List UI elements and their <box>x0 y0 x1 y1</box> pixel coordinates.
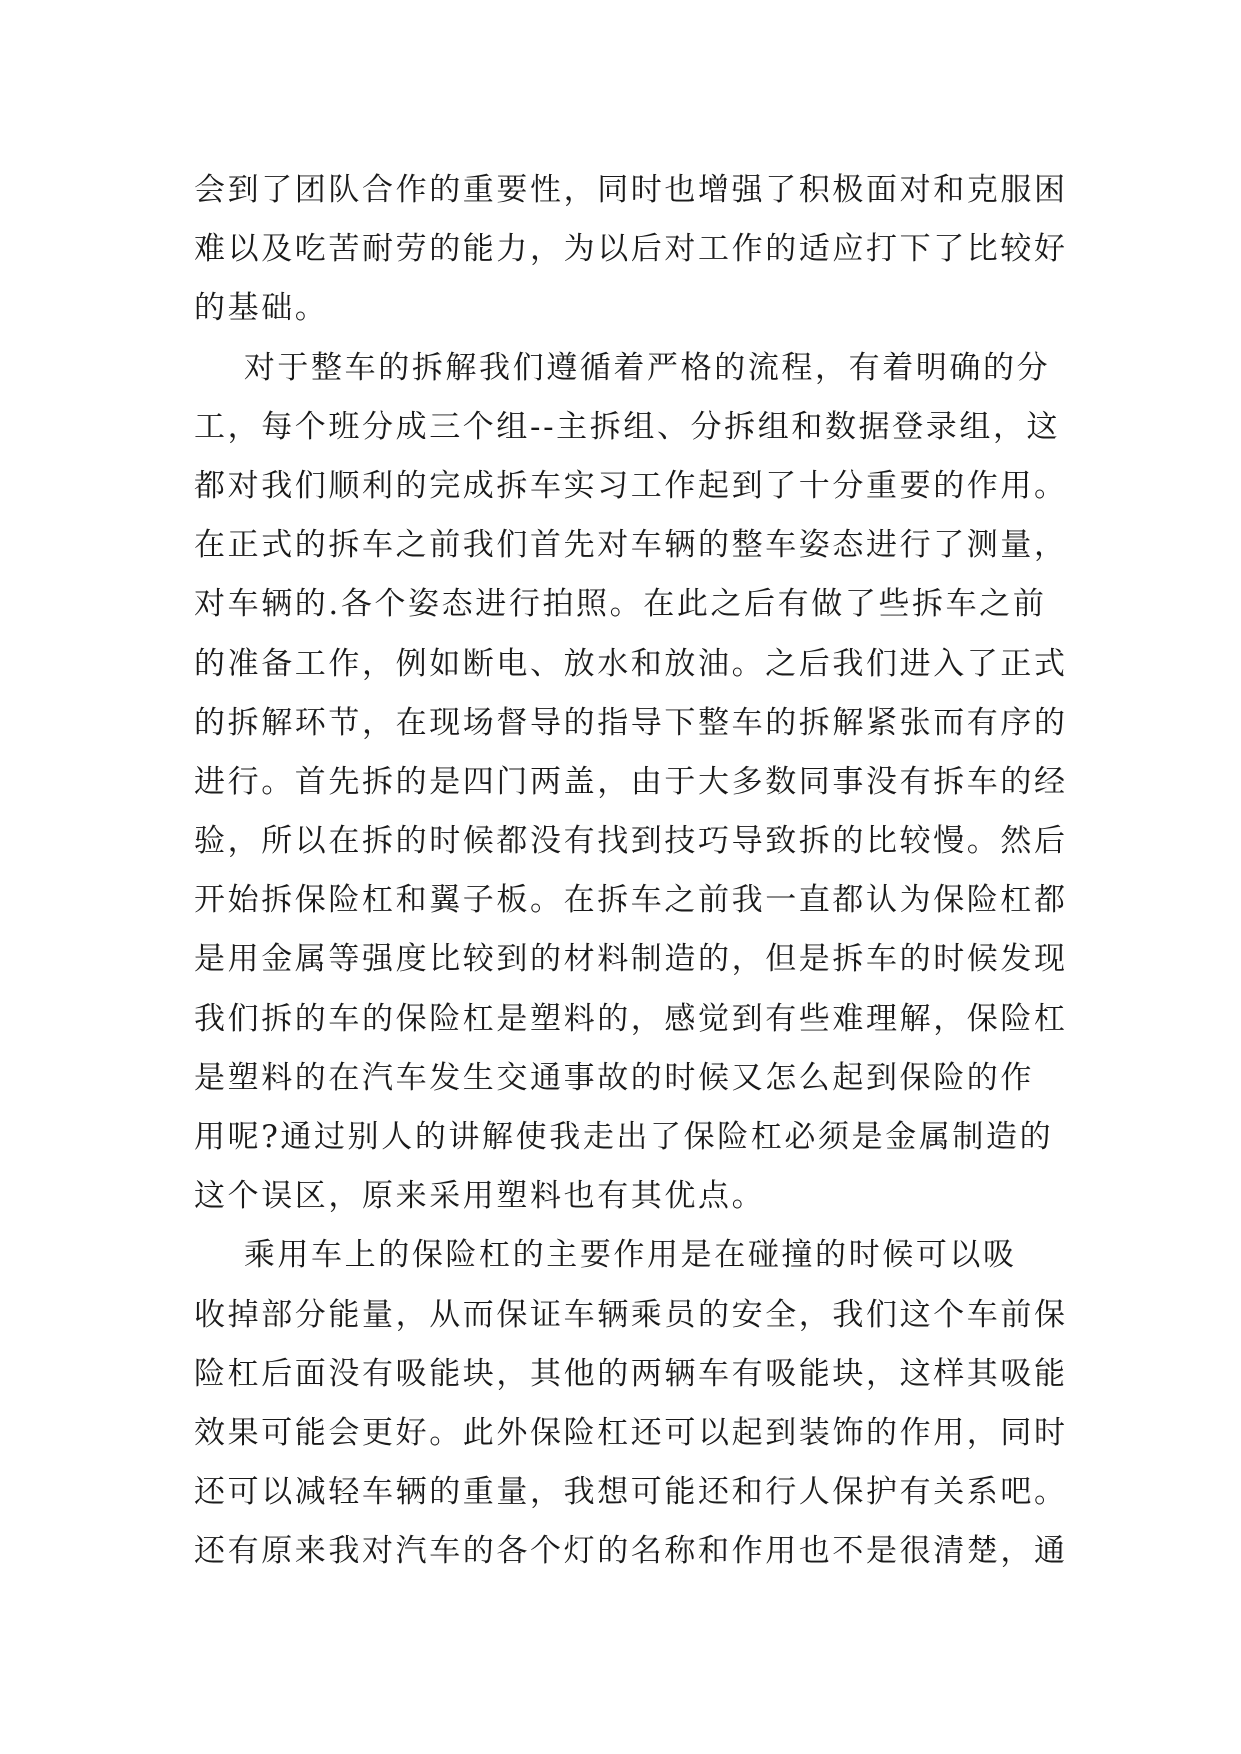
text-line: 这个误区，原来采用塑料也有其优点。 <box>194 1178 766 1215</box>
text-line: 的准备工作，例如断电、放水和放油。之后我们进入了正式 <box>194 645 1068 682</box>
text-line: 难以及吃苦耐劳的能力，为以后对工作的适应打下了比较好 <box>194 231 1068 268</box>
text-line: 的拆解环节，在现场督导的指导下整车的拆解紧张而有序的 <box>194 704 1068 741</box>
text-line: 的基础。 <box>194 290 329 327</box>
text-line: 开始拆保险杠和翼子板。在拆车之前我一直都认为保险杠都 <box>194 882 1068 919</box>
text-line: 进行。首先拆的是四门两盖，由于大多数同事没有拆车的经 <box>194 763 1068 800</box>
text-line: 险杠后面没有吸能块，其他的两辆车有吸能块，这样其吸能 <box>194 1355 1068 1392</box>
text-line: 在正式的拆车之前我们首先对车辆的整车姿态进行了测量， <box>194 527 1068 564</box>
body-text <box>194 161 1068 1582</box>
text-line: 工，每个班分成三个组--主拆组、分拆组和数据登录组，这 <box>194 408 1061 445</box>
text-line: 验，所以在拆的时候都没有找到技巧导致拆的比较慢。然后 <box>194 823 1068 860</box>
text-line: 还有原来我对汽车的各个灯的名称和作用也不是很清楚，通 <box>194 1533 1068 1570</box>
text-line: 对于整车的拆解我们遵循着严格的流程，有着明确的分 <box>194 349 1051 386</box>
text-line: 效果可能会更好。此外保险杠还可以起到装饰的作用，同时 <box>194 1414 1068 1451</box>
text-line: 会到了团队合作的重要性，同时也增强了积极面对和克服困 <box>194 172 1068 208</box>
text-line: 乘用车上的保险杠的主要作用是在碰撞的时候可以吸 <box>194 1237 1017 1274</box>
text-line: 我们拆的车的保险杠是塑料的，感觉到有些难理解，保险杠 <box>194 1000 1068 1037</box>
text-line: 是塑料的在汽车发生交通事故的时候又怎么起到保险的作 <box>194 1059 1034 1096</box>
text-line: 还可以减轻车辆的重量，我想可能还和行人保护有关系吧。 <box>194 1474 1068 1511</box>
text-line: 收掉部分能量，从而保证车辆乘员的安全，我们这个车前保 <box>194 1296 1068 1333</box>
text-line: 是用金属等强度比较到的材料制造的，但是拆车的时候发现 <box>194 941 1068 978</box>
text-line: 用呢?通过别人的讲解使我走出了保险杠必须是金属制造的 <box>194 1119 1054 1155</box>
text-line: 都对我们顺利的完成拆车实习工作起到了十分重要的作用。 <box>194 467 1068 504</box>
text-line: 对车辆的.各个姿态进行拍照。在此之后有做了些拆车之前 <box>194 586 1047 623</box>
